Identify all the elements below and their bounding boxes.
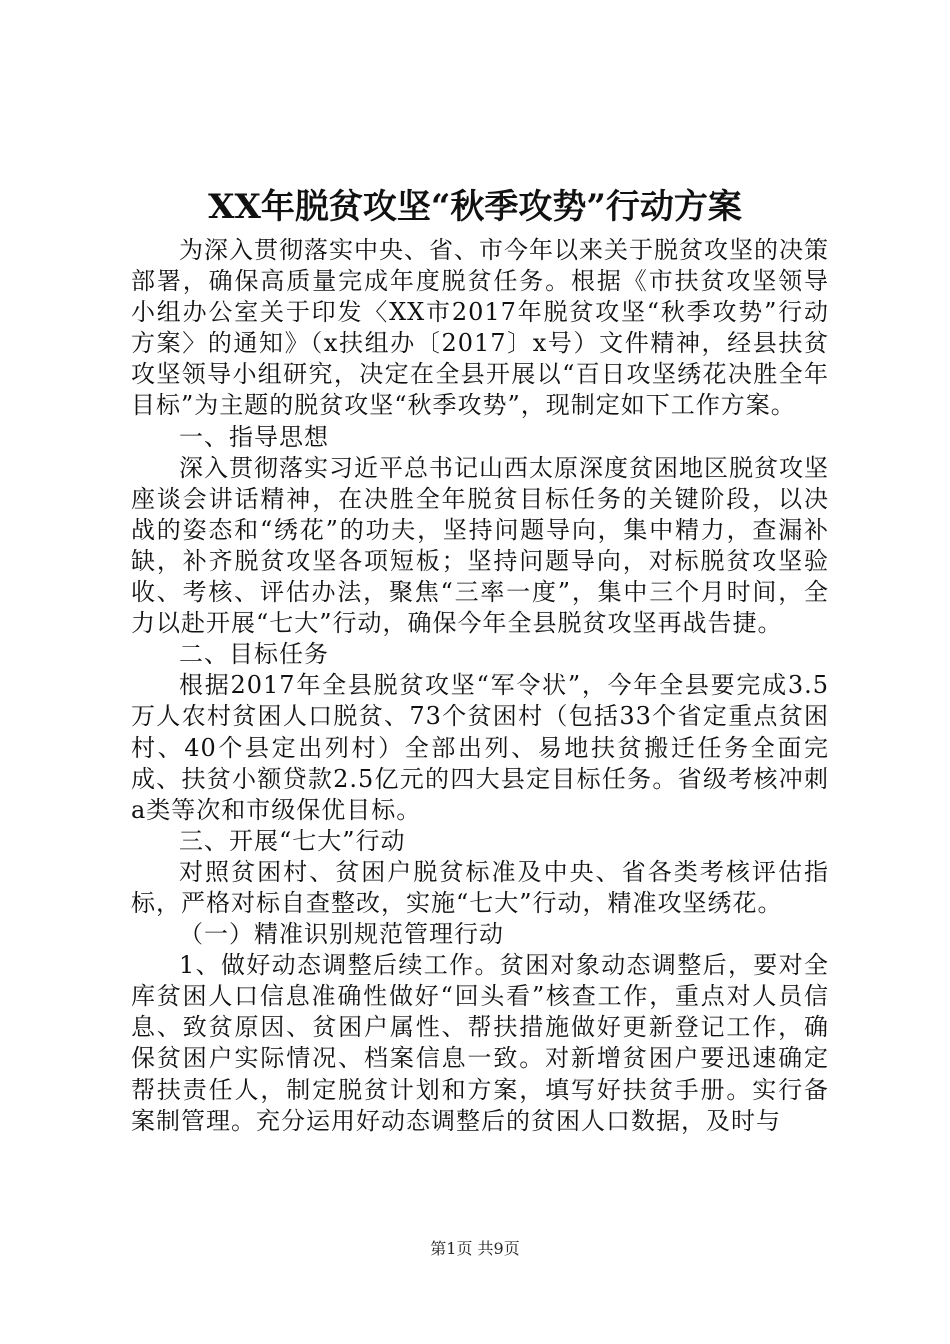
- document-title: XX年脱贫攻坚“秋季攻势”行动方案: [208, 187, 742, 227]
- intro-paragraph: 为深入贯彻落实中央、省、市今年以来关于脱贫攻坚的决策部署，确保高质量完成年度脱贫任务。根据《市扶贫攻坚领导小组办公室关于印发〈XX市2017年脱贫攻坚“秋季攻势”行动方案〉的通知》（x扶组办〔2017〕x号）文件精神，经县扶贫攻坚领导小组研究，决定在全县开展以“百日攻坚绣花决胜全年目标”为主题的脱贫攻坚“秋季攻势”，现制定如下工作方案。: [131, 236, 829, 420]
- section-heading-seven-actions: 三、开展“七大”行动: [179, 826, 406, 855]
- subsection-heading-precise-identification: （一）精准识别规范管理行动: [179, 920, 504, 949]
- guiding-ideology-paragraph: 深入贯彻落实习近平总书记山西太原深度贫困地区脱贫攻坚座谈会讲话精神，在决胜全年脱贫目标任务的关键阶段，以决战的姿态和“绣花”的功夫，坚持问题导向，集中精力，查漏补缺，补齐脱贫攻坚各项短板；坚持问题导向，对标脱贫攻坚验收、考核、评估办法，聚焦“三率一度”，集中三个月时间，全力以赴开展“七大”行动，确保今年全县脱贫攻坚再战告捷。: [131, 453, 829, 638]
- seven-actions-paragraph: 对照贫困村、贫困户脱贫标准及中央、省各类考核评估指标，严格对标自查整改，实施“七大”行动，精准攻坚绣花。: [131, 857, 829, 917]
- dynamic-adjustment-paragraph: 1、做好动态调整后续工作。贫困对象动态调整后，要对全库贫困人口信息准确性做好“回头看”核查工作，重点对人员信息、致贫原因、贫困户属性、帮扶措施做好更新登记工作，确保贫困户实际情况、档案信息一致。对新增贫困户要迅速确定帮扶责任人，制定脱贫计划和方案，填写好扶贫手册。实行备案制管理。充分运用好动态调整后的贫困人口数据，及时与: [131, 951, 829, 1135]
- document-body: [131, 235, 829, 1137]
- goals-paragraph: 根据2017年全县脱贫攻坚“军令状”，今年全县要完成3.5万人农村贫困人口脱贫、73个贫困村（包括33个省定重点贫困村、40个县定出列村）全部出列、易地扶贫搬迁任务全面完成、扶贫小额贷款2.5亿元的四大县定目标任务。省级考核冲刺a类等次和市级保优目标。: [131, 671, 829, 824]
- section-heading-guiding-ideology: 一、指导思想: [179, 422, 329, 451]
- section-heading-goals: 二、目标任务: [179, 640, 329, 669]
- page-number-footer: 第1页 共9页: [430, 1239, 520, 1258]
